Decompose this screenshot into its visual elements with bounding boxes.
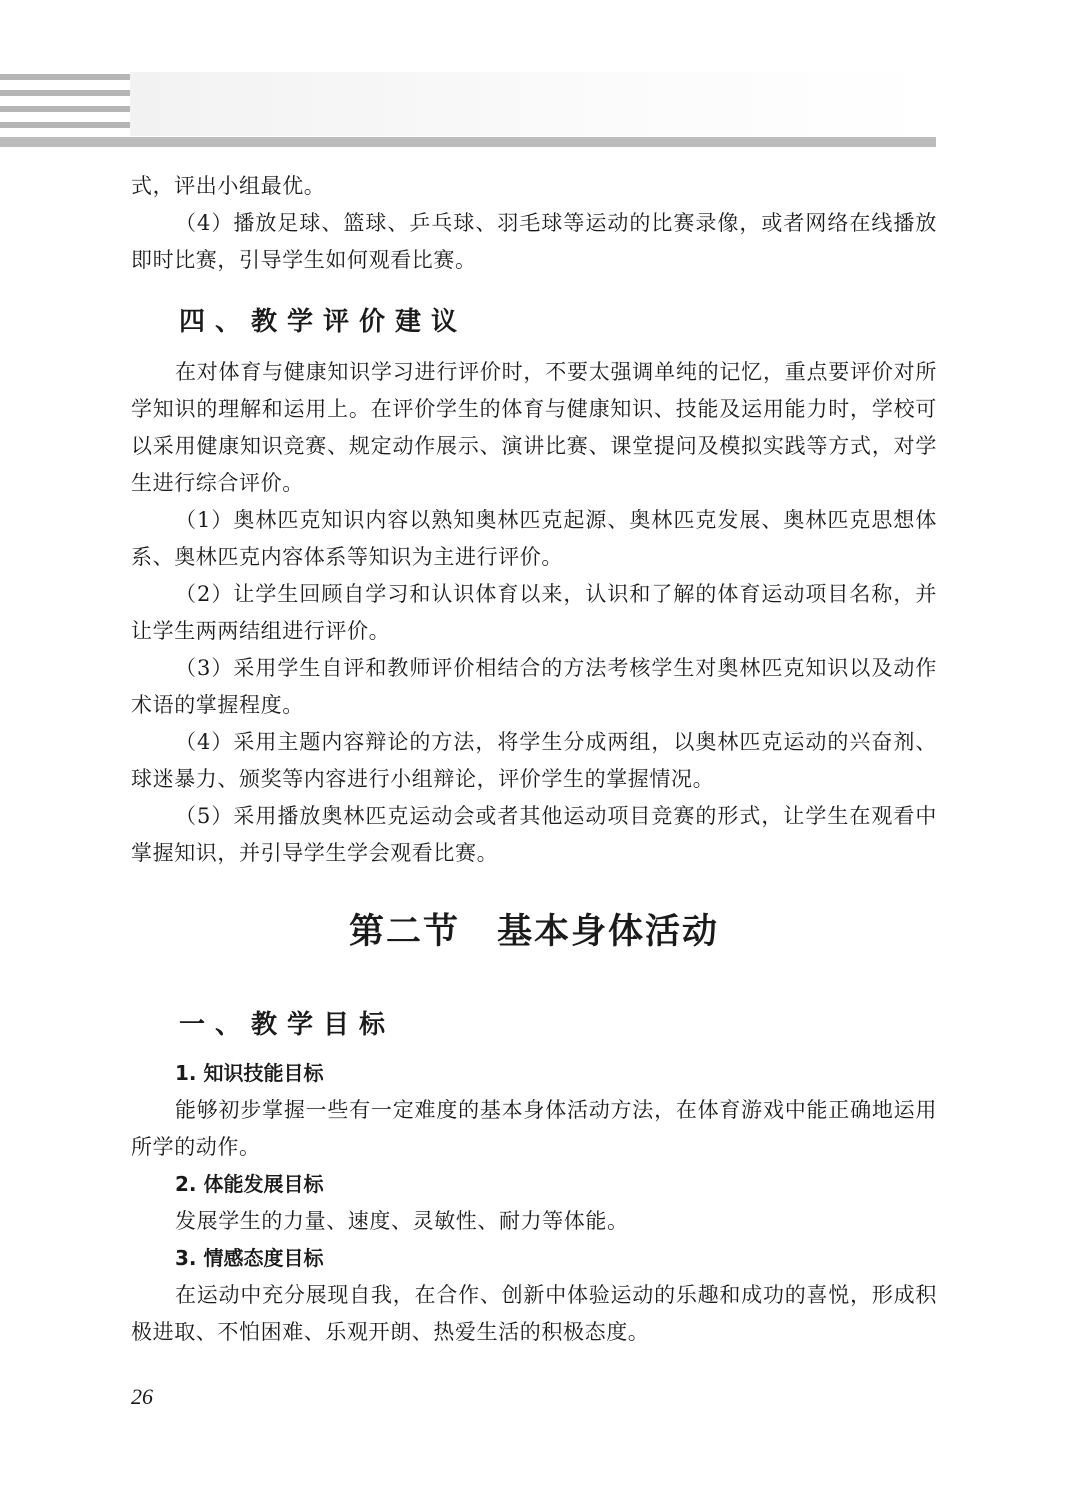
evaluation-item-2: （2）让学生回顾自学习和认识体育以来，认识和了解的体育运动项目名称，并让学生两两结组进行评价。	[131, 582, 937, 643]
subsection-text-attitude: 在运动中充分展现自我，在合作、创新中体验运动的乐趣和成功的喜悦，形成积极进取、不怕困难、乐观开朗、热爱生活的积极态度。	[131, 1283, 937, 1344]
section-heading-goals: 一、教学目标	[179, 1010, 396, 1040]
page-number: 26	[131, 1384, 153, 1409]
header-rule	[0, 137, 936, 147]
section-heading-evaluation: 四、教学评价建议	[179, 307, 468, 337]
subsection-text-knowledge: 能够初步掌握一些有一定难度的基本身体活动方法，在体育游戏中能正确地运用所学的动作。	[131, 1098, 937, 1159]
intro-paragraph-1: 式，评出小组最优。	[131, 174, 326, 198]
subsection-heading-knowledge: 1. 知识技能目标	[175, 1061, 324, 1085]
subsection-text-fitness: 发展学生的力量、速度、灵敏性、耐力等体能。	[175, 1209, 629, 1233]
header-band	[130, 72, 936, 136]
header-stripes-decoration	[0, 72, 130, 130]
evaluation-item-1: （1）奥林匹克知识内容以熟知奥林匹克起源、奥林匹克发展、奥林匹克思想体系、奥林匹克内容体系等知识为主进行评价。	[131, 508, 937, 569]
intro-paragraph-2: （4）播放足球、篮球、乒乓球、羽毛球等运动的比赛录像，或者网络在线播放即时比赛，引导学生如何观看比赛。	[131, 211, 937, 272]
chapter-title: 第二节 基本身体活动	[348, 911, 719, 952]
page-content	[131, 168, 937, 1351]
evaluation-item-3: （3）采用学生自评和教师评价相结合的方法考核学生对奥林匹克知识以及动作术语的掌握程度。	[131, 656, 937, 717]
evaluation-item-4: （4）采用主题内容辩论的方法，将学生分成两组，以奥林匹克运动的兴奋剂、球迷暴力、颁奖等内容进行小组辩论，评价学生的掌握情况。	[131, 730, 937, 791]
subsection-heading-attitude: 3. 情感态度目标	[175, 1246, 324, 1270]
subsection-heading-fitness: 2. 体能发展目标	[175, 1172, 324, 1196]
evaluation-item-5: （5）采用播放奥林匹克运动会或者其他运动项目竞赛的形式，让学生在观看中掌握知识，并引导学生学会观看比赛。	[131, 804, 937, 865]
evaluation-paragraph: 在对体育与健康知识学习进行评价时，不要太强调单纯的记忆，重点要评价对所学知识的理解和运用上。在评价学生的体育与健康知识、技能及运用能力时，学校可以采用健康知识竞赛、规定动作展示、演讲比赛、课堂提问及模拟实践等方式，对学生进行综合评价。	[131, 360, 937, 495]
